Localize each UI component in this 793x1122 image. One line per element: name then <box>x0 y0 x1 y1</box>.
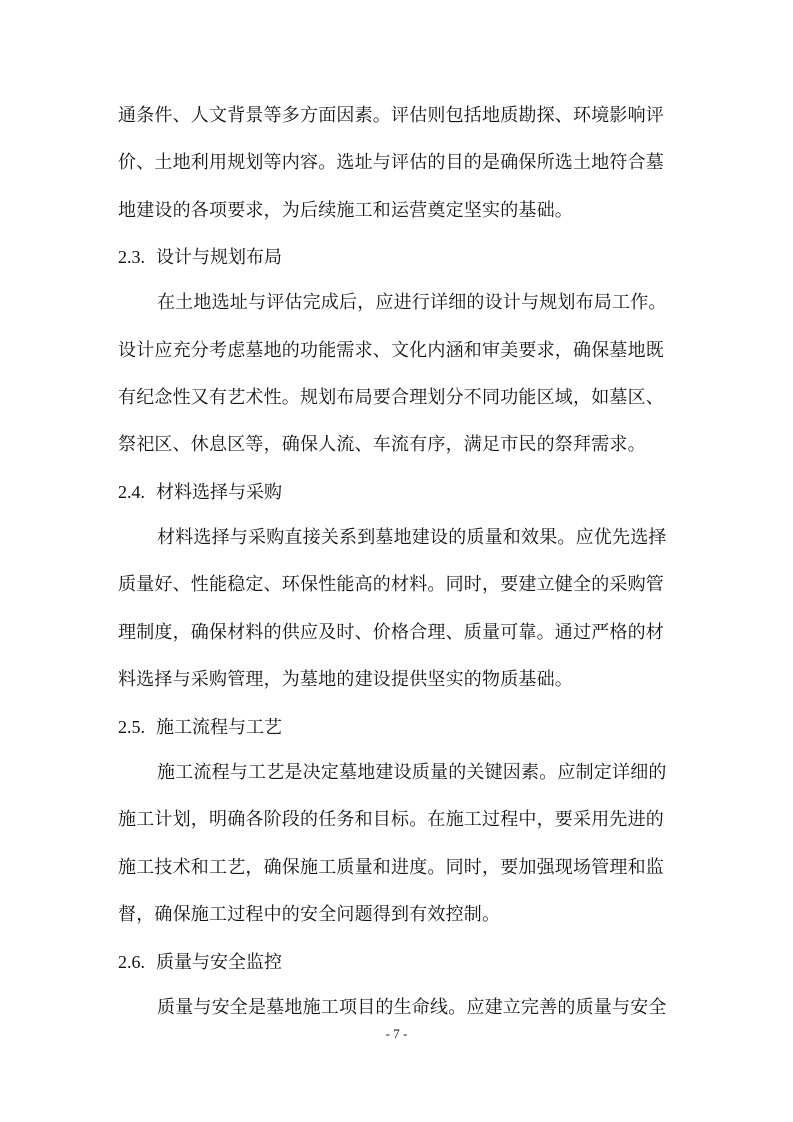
paragraph-line: 价、土地利用规划等内容。选址与评估的目的是确保所选土地符合墓 <box>118 152 664 173</box>
page-number: - 7 - <box>385 1026 408 1041</box>
paragraph-line: 施工计划，明确各阶段的任务和目标。在施工过程中，要采用先进的 <box>118 809 664 830</box>
section-heading <box>118 951 678 974</box>
paragraph-line: 施工流程与工艺是决定墓地建设质量的关键因素。应制定详细的 <box>157 762 667 783</box>
paragraph-line: 施工技术和工艺，确保施工质量和进度。同时，要加强现场管理和监 <box>118 857 664 878</box>
section-title: 施工流程与工艺 <box>156 717 282 738</box>
paragraph-line: 质量好、性能稳定、环保性能高的材料。同时，要建立健全的采购管 <box>118 574 664 595</box>
section-heading <box>118 716 678 739</box>
section-heading <box>118 246 678 269</box>
paragraph-line: 地建设的各项要求，为后续施工和运营奠定坚实的基础。 <box>118 200 573 221</box>
paragraph-line: 祭祀区、休息区等，确保人流、车流有序，满足市民的祭拜需求。 <box>118 434 646 455</box>
section-title: 材料选择与采购 <box>156 482 282 503</box>
section-number: 2.3. <box>118 247 145 267</box>
section-number: 2.5. <box>118 717 145 737</box>
paragraph-line: 理制度，确保材料的供应及时、价格合理、质量可靠。通过严格的材 <box>118 622 664 643</box>
section-title: 设计与规划布局 <box>156 247 282 268</box>
section-number: 2.6. <box>118 952 145 972</box>
paragraph-line: 质量与安全是墓地施工项目的生命线。应建立完善的质量与安全 <box>157 997 667 1018</box>
section-number: 2.4. <box>118 482 145 502</box>
section-heading <box>118 481 678 504</box>
paragraph-line: 通条件、人文背景等多方面因素。评估则包括地质勘探、环境影响评 <box>118 105 664 126</box>
paragraph-line: 督，确保施工过程中的安全问题得到有效控制。 <box>118 904 501 925</box>
paragraph-line: 设计应充分考虑墓地的功能需求、文化内涵和审美要求，确保墓地既 <box>118 340 664 361</box>
paragraph-line: 料选择与采购管理，为墓地的建设提供坚实的物质基础。 <box>118 669 573 690</box>
paragraph-line: 在土地选址与评估完成后，应进行详细的设计与规划布局工作。 <box>157 292 667 313</box>
paragraph-line: 有纪念性又有艺术性。规划布局要合理划分不同功能区域，如墓区、 <box>118 387 664 408</box>
paragraph-line: 材料选择与采购直接关系到墓地建设的质量和效果。应优先选择 <box>157 527 667 548</box>
section-title: 质量与安全监控 <box>156 952 282 973</box>
